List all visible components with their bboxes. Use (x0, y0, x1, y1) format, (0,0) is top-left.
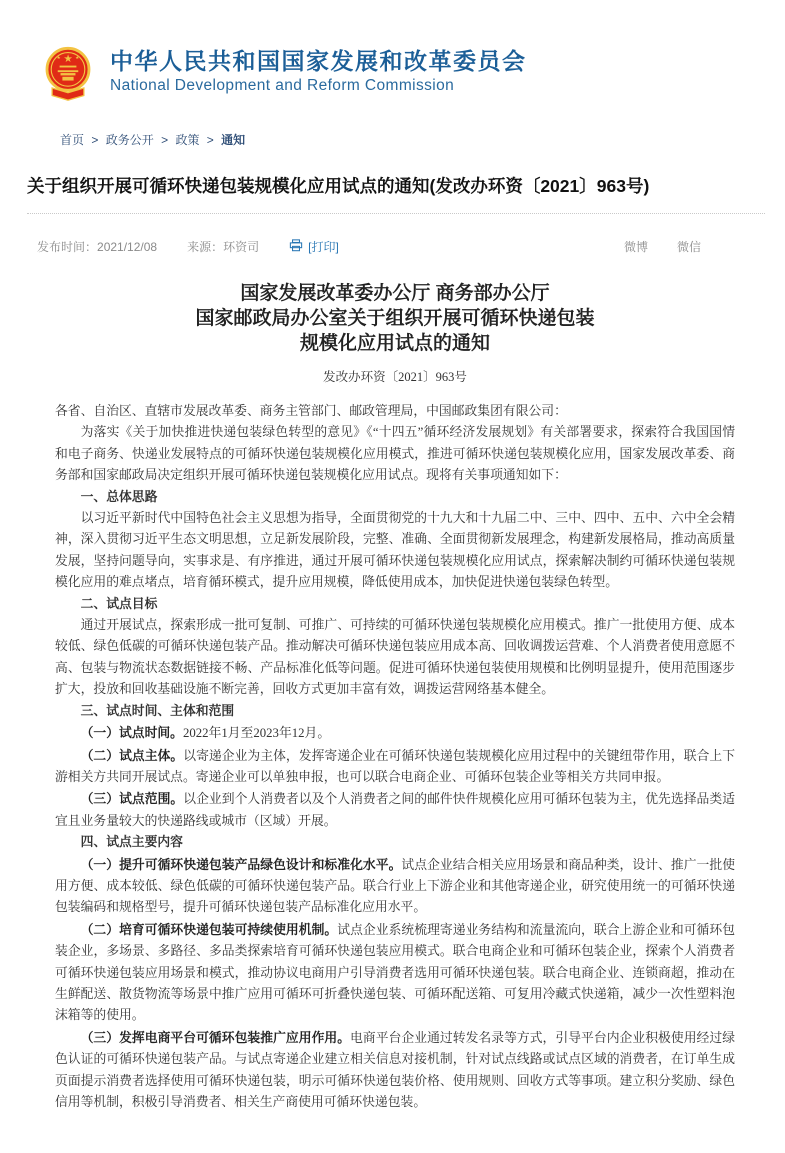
breadcrumb-separator: > (91, 133, 99, 147)
printer-icon (289, 239, 303, 255)
breadcrumb-home[interactable]: 首页 (60, 133, 85, 147)
paragraph: （二）培育可循环快递包装可持续使用机制。试点企业系统梳理寄递业务结构和流量流向，联合上游企业和可循环包装企业，多场景、多路径、多品类探索培育可循环快递包装应用模式。联合电商企业和可循环包装企业，探索个人消费者可循环快递包装应用场景和模式，推动协议电商用户引导消费者选用可循环快递包装。联合电商企业、连锁商超，推动在生鲜配送、散货物流等场景中推广应用可循环可折叠快递包装、可循环配送箱、可复用冷藏式快递箱，减少一次性塑料泡沫箱等的使用。 (55, 921, 736, 1023)
section-heading: 一、总体思路 (80, 489, 158, 504)
breadcrumb-current[interactable]: 通知 (221, 133, 246, 147)
meta-left (37, 238, 339, 255)
svg-text:★: ★ (63, 53, 73, 65)
share-links (624, 238, 701, 255)
paragraph: （三）试点范围。以企业到个人消费者以及个人消费者之间的邮件快件规模化应用可循环包装为主，优先选择品类适宜且业务量较大的快递路线或城市（区域）开展。 (55, 791, 736, 828)
publish-time-label: 发布时间： (37, 240, 98, 254)
print-button[interactable] (289, 238, 339, 255)
source-label: 来源： (187, 240, 224, 254)
breadcrumb-separator: > (161, 133, 169, 147)
publish-time (37, 238, 157, 255)
main-content (0, 174, 785, 1113)
site-titles (110, 46, 527, 96)
paragraph: （三）发挥电商平台可循环包装推广应用作用。电商平台企业通过转发名录等方式，引导平台内企业积极使用经过绿色认证的可循环快递包装产品。与试点寄递企业建立相关信息对接机制，针对试点线路或试点区域的消费者，在订单生成页面提示消费者选择使用可循环快递包装，明示可循环快递包装价格、使用规则、回收方式等事项。建立积分奖励、绿色信用等机制，积极引导消费者、相关生产商使用可循环快递包装。 (55, 1029, 736, 1109)
source-value: 环资司 (223, 240, 260, 254)
svg-text:★: ★ (56, 55, 61, 61)
document-title-line: 国家发展改革委办公厅 商务部办公厅 (240, 283, 550, 304)
document-number: 发改办环资〔2021〕963号 (323, 370, 467, 384)
source (187, 238, 259, 255)
section-heading: 四、试点主要内容 (80, 835, 183, 850)
paragraph: 通过开展试点，探索形成一批可复制、可推广、可持续的可循环快递包装规模化应用模式。推广一批使用方便、成本较低、绿色低碳的可循环快递包装产品。推动解决可循环快递包装应用成本高、回收调拨运营难、个人消费者使用意愿不高、包装与物流状态数据链接不畅、产品标准化低等问题。促进可循环快递包装使用规模和比例明显提升，使用范围逐步扩大，投放和回收基础设施不断完善，回收方式更加丰富有效，调拨运营网络基本健全。 (55, 618, 735, 697)
print-label: [打印] (308, 240, 339, 254)
share-weibo-link[interactable]: 微博 (623, 240, 648, 254)
document-title-line: 国家邮政局办公室关于组织开展可循环快递包装 (195, 308, 595, 329)
breadcrumb (60, 132, 785, 148)
paragraph: 以习近平新时代中国特色社会主义思想为指导，全面贯彻党的十九大和十九届二中、三中、四中、五中、六中全会精神，深入贯彻习近平生态文明思想，立足新发展阶段，完整、准确、全面贯彻新发展理念，构建新发展格局，推动高质量发展，坚持问题导向，实事求是、有序推进，通过开展可循环快递包装规模化应用试点，探索解决制约可循环快递包装规模化应用的难点堵点，培育循环模式，提升应用规模，降低使用成本，加快促进快递包装绿色转型。 (55, 511, 735, 590)
document-title (55, 281, 735, 356)
notice-document (55, 281, 735, 1113)
publish-time-value: 2021/12/08 (97, 240, 158, 254)
dotted-divider (27, 213, 765, 214)
document-title-line: 规模化应用试点的通知 (299, 333, 490, 354)
section-heading: 二、试点目标 (80, 596, 158, 611)
breadcrumb-zhengwugongkai[interactable]: 政务公开 (105, 133, 154, 147)
paragraph: （一）试点时间。2022年1月至2023年12月。 (80, 725, 331, 741)
paragraph: 各省、自治区、直辖市发展改革委、商务主管部门、邮政管理局，中国邮政集团有限公司： (55, 404, 567, 418)
section-heading: 三、试点时间、主体和范围 (80, 703, 235, 718)
breadcrumb-zhengce[interactable]: 政策 (175, 133, 200, 147)
meta-row (37, 238, 701, 255)
document-body (55, 401, 735, 1113)
site-header (0, 0, 785, 102)
national-emblem-icon (40, 46, 96, 102)
paragraph: （二）试点主体。以寄递企业为主体，发挥寄递企业在可循环快递包装规模化应用过程中的关键纽带作用，联合上下游相关方共同开展试点。寄递企业可以单独申报，也可以联合电商企业、可循环包装企业等相关方共同申报。 (55, 747, 736, 784)
svg-text:★: ★ (75, 55, 80, 61)
breadcrumb-separator: > (206, 133, 214, 147)
page-title: 关于组织开展可循环快递包装规模化应用试点的通知(发改办环资〔2021〕963号) (27, 176, 650, 196)
paragraph: （一）提升可循环快递包装产品绿色设计和标准化水平。试点企业结合相关应用场景和商品种类，设计、推广一批使用方便、成本较低、绿色低碳的可循环快递包装产品。联合行业上下游企业和其他寄递企业，研究使用统一的可循环快递包装编码和规格型号，提升可循环快递包装产品标准化应用水平。 (55, 856, 736, 915)
site-title-en: National Development and Reform Commission (110, 77, 455, 94)
share-wechat-link[interactable]: 微信 (676, 240, 701, 254)
site-title-cn: 中华人民共和国国家发展和改革委员会 (110, 48, 527, 74)
paragraph: 为落实《关于加快推进快递包装绿色转型的意见》《“十四五”循环经济发展规划》有关部署要求，探索符合我国国情和电子商务、快递业发展特点的可循环快递包装规模化应用模式，推进可循环快递包装规模化应用，国家发展改革委、商务部和国家邮政局决定组织开展可循环快递包装规模化应用试点。现将有关事项通知如下： (55, 425, 735, 483)
